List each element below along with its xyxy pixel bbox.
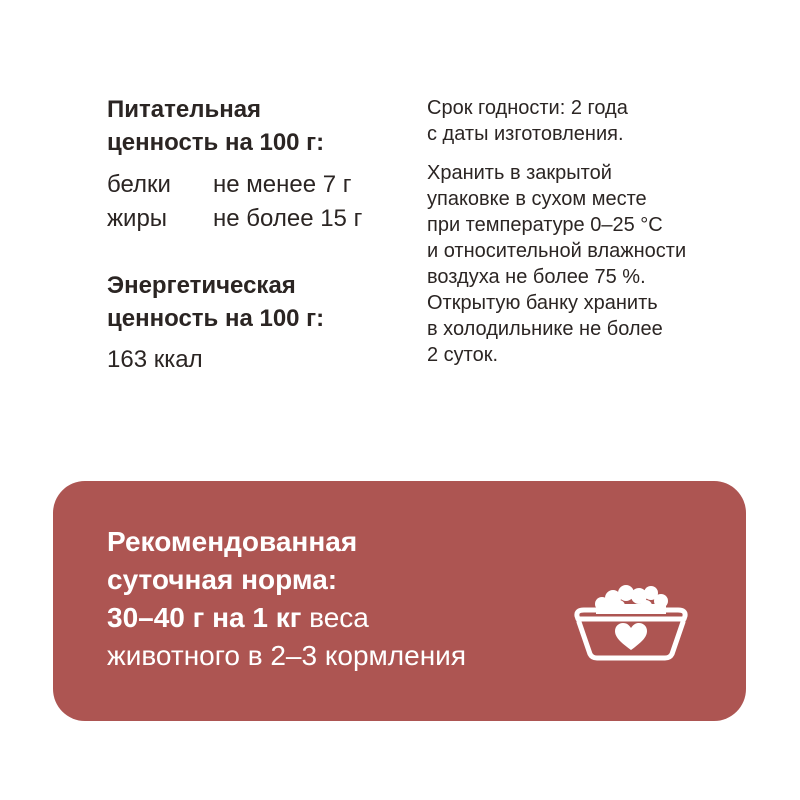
energy-value: 163 ккал — [107, 346, 203, 373]
nutrient-value: не более 15 г — [213, 205, 363, 232]
nutrition-heading: Питательная ценность на 100 г: — [107, 96, 325, 156]
food-bowl-heart-icon — [568, 584, 694, 662]
recommendation-feeding-line: животного в 2–3 кормления — [107, 640, 466, 671]
recommendation-dose: 30–40 г на 1 кг — [107, 602, 302, 633]
storage-text: Хранить в закрытой упаковке в сухом месте при температуре 0–25 °C и относительной влажности воздуха не более 75 %. Открытую банку хранить в холодильнике не более 2 суток. — [427, 162, 687, 366]
energy-heading: Энергетическая ценность на 100 г: — [107, 272, 325, 332]
nutrient-name: жиры — [107, 205, 168, 232]
recommendation-text — [107, 523, 587, 675]
recommendation-title-line2: суточная норма: — [107, 564, 338, 595]
nutrient-name: белки — [107, 171, 171, 198]
recommendation-dose-line — [107, 599, 587, 637]
shelf-life-text: Срок годности: 2 года с даты изготовления. — [427, 97, 628, 145]
nutrition-row-protein — [107, 168, 352, 201]
nutrition-row-fat — [107, 202, 362, 235]
nutrient-value: не менее 7 г — [213, 171, 352, 198]
recommendation-dose-suffix: веса — [301, 602, 369, 633]
recommendation-card — [53, 481, 746, 721]
recommendation-title-line1: Рекомендованная — [107, 526, 358, 557]
